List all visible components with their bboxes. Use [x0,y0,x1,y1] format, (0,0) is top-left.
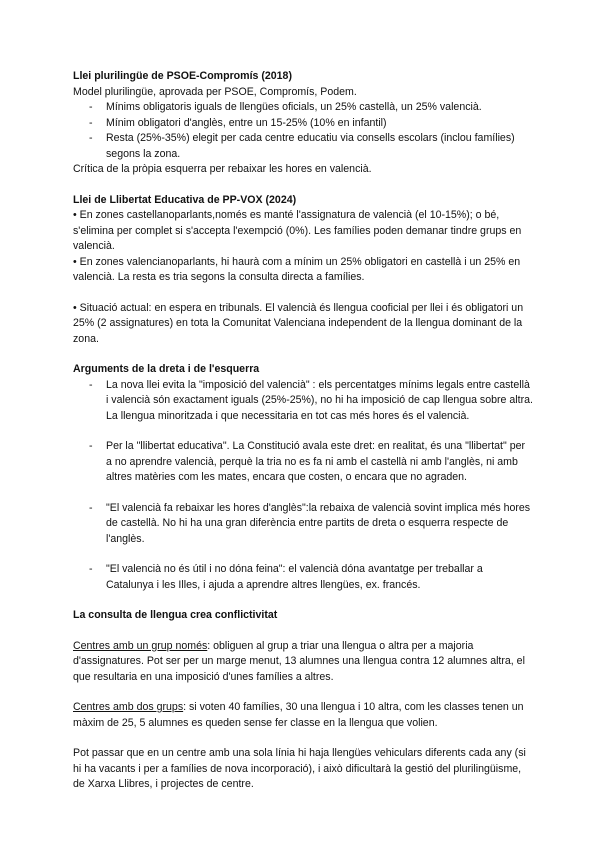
paragraph-label: Centres amb dos grups [73,701,184,713]
section-title-consulta: La consulta de llengua crea conflictivitat [73,609,278,621]
dash-list [73,100,533,162]
document-page [73,69,533,793]
paragraph-text: : obliguen al grup a triar una llengua o altra per a majoria d'assignatures. Pot ser per un marge menut, 13 alumnes una llengua contra 12 alumnes altra, el que resultaria en una imposició d'unes famílies a altres. [73,639,525,683]
paragraph [73,700,533,731]
dash-list [73,378,533,594]
section-intro: Model plurilingüe, aprovada per PSOE, Compromís, Podem. [73,85,357,98]
paragraph-text: : si voten 40 famílies, 30 una llengua i 10 altra, com les classes tenen un màxim de 25, 5 alumnes es queden sense fer classe en la llengua que volien. [73,701,524,729]
section-title-arguments: Arguments de la dreta i de l'esquerra [73,363,260,375]
list-item: - Resta (25%-35%) elegit per cada centre educatiu via consells escolars (inclou famílies) segons la zona. [106,131,533,162]
list-item: - La nova llei evita la "imposició del valencià" : els percentatges mínims legals entre castellà i valencià són exactament iguals (25%-25%), no hi ha imposició de cap llengua sobre altra. La llengua minoritzada i que necessitaria en tot cas més hores és el valencià. [106,378,533,425]
paragraph: Pot passar que en un centre amb una sola línia hi haja llengües vehiculars diferents cada any (si hi ha vacants i per a famílies de nova incorporació), i això dificultarà la gestió del plurilingüisme, de Xarxa Llibres, i projectes de centre. [73,747,526,790]
paragraph-label: Centres amb un grup només [73,639,208,652]
list-item: - Per la "llibertat educativa". La Constitució avala este dret: en realitat, és una "llibertat" per a no aprendre valencià, perquè la tria no es fa ni amb el castellà ni amb l'anglès, ni amb altres matèries com les mates, encara que costen, o encara que no agraden. [106,439,533,486]
bullet-paragraph: • Situació actual: en espera en tribunals. El valencià és llengua cooficial per llei i és obligatori un 25% (2 assignatures) en tota la Comunitat Valenciana independent de la llengua dominant de la zona. [73,301,524,345]
list-item: - Mínim obligatori d'anglès, entre un 15-25% (10% en infantil) [106,116,533,132]
list-item: - "El valencià fa rebaixar les hores d'anglès":la rebaixa de valencià sovint implica més hores de castellà. No hi ha una gran diferència entre partits de dreta o esquerra respecte de l'anglès. [106,501,533,548]
list-item: - Mínims obligatoris iguals de llengües oficials, un 25% castellà, un 25% valencià. [106,100,533,116]
section-title-psoe-compromis: Llei plurilingüe de PSOE-Compromís (2018) [73,70,292,82]
bullet-paragraph: • En zones castellanoparlants,només es manté l'assignatura de valencià (el 10-15%); o bé, s'elimina per complet si s'accepta l'exempció (0%). Les famílies poden demanar tindre grups en valencià. [73,209,522,252]
section-title-pp-vox: Llei de Llibertat Educativa de PP-VOX (2024) [73,193,297,206]
list-item: - "El valencià no és útil i no dóna feina": el valencià dóna avantatge per treballar a Catalunya i les Illes, i ajuda a aprendre altres llengües, ex. francés. [106,562,533,593]
bullet-paragraph: • En zones valencianoparlants, hi haurà com a mínim un 25% obligatori en castellà i un 25% en valencià. La resta es tria segons la consulta directa a famílies. [73,255,521,283]
section-critique: Crítica de la pròpia esquerra per rebaixar les hores en valencià. [73,163,372,175]
paragraph [73,639,533,686]
